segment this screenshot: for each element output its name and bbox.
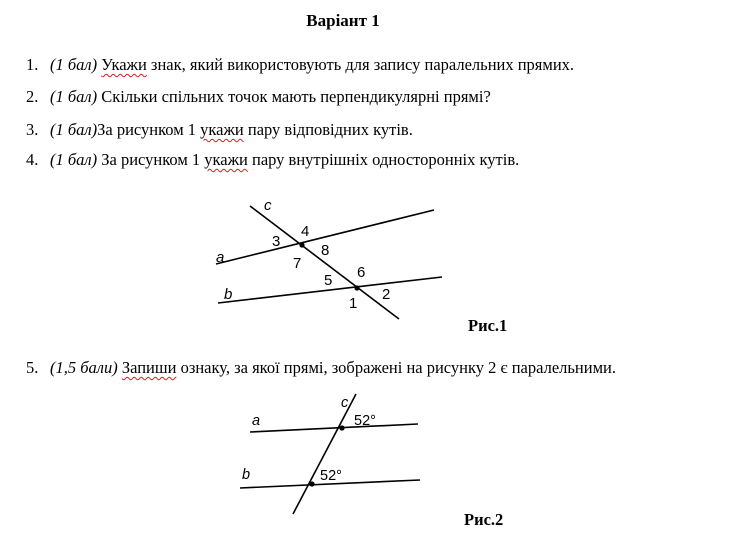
intersection-point (309, 481, 314, 486)
question-3 (26, 120, 413, 140)
angle-label: 3 (272, 233, 281, 250)
line-a (250, 424, 418, 432)
question-points: (1 бал) (50, 87, 98, 106)
question-points: (1 бал) (50, 120, 98, 139)
spellcheck-word: укажи (204, 150, 248, 169)
question-number: 2. (26, 87, 39, 106)
angle-label: 5 (324, 272, 333, 289)
question-number: 1. (26, 55, 39, 74)
question-text: пару внутрішніх односторонніх кутів. (247, 150, 520, 169)
question-points: (1 бал) (50, 150, 98, 169)
figure-2-caption: Рис.2 (464, 510, 504, 529)
line-label-a: a (216, 249, 225, 266)
question-text: пару відповідних кутів. (243, 120, 413, 139)
angle-label: 1 (349, 295, 358, 312)
intersection-point (339, 425, 344, 430)
question-2 (26, 87, 491, 107)
question-points: (1 бал) (50, 55, 98, 74)
page-title: Варіант 1 (306, 11, 380, 30)
figure-1 (200, 192, 460, 327)
question-text: ознаку, за якої прямі, зображені на рисунку 2 є паралельними. (176, 358, 616, 377)
question-1 (26, 55, 574, 75)
angle-label: 7 (293, 255, 302, 272)
figure-2 (230, 390, 430, 520)
question-5 (26, 358, 616, 378)
question-text: Скільки спільних точок мають перпендикулярні прямі? (101, 87, 491, 106)
line-label-c: c (264, 197, 272, 214)
question-number: 5. (26, 358, 39, 377)
angle-label: 8 (321, 242, 330, 259)
angle-label-bottom: 52° (320, 468, 342, 484)
line-c (293, 394, 356, 514)
angle-label: 2 (382, 286, 391, 303)
question-text-start: За рисунком 1 (97, 120, 201, 139)
question-number: 3. (26, 120, 39, 139)
line-label-b: b (242, 467, 251, 483)
spellcheck-word: Укажи (101, 55, 147, 74)
question-number: 4. (26, 150, 39, 169)
line-label-a: a (252, 413, 261, 429)
question-text: знак, який використовують для запису паралельних прямих. (146, 55, 575, 74)
spellcheck-word: Запиши (121, 358, 177, 377)
line-label-c: c (341, 395, 349, 411)
angle-label-top: 52° (354, 413, 376, 429)
question-text-start: За рисунком 1 (101, 150, 205, 169)
angle-label: 4 (301, 223, 310, 240)
question-points: (1,5 бали) (50, 358, 118, 377)
angle-label: 6 (357, 264, 366, 281)
figure-1-caption: Рис.1 (468, 316, 508, 335)
spellcheck-word: укажи (200, 120, 244, 139)
intersection-point (354, 285, 359, 290)
line-c (250, 206, 399, 319)
intersection-point (299, 242, 304, 247)
line-label-b: b (224, 286, 233, 303)
question-4 (26, 150, 519, 170)
